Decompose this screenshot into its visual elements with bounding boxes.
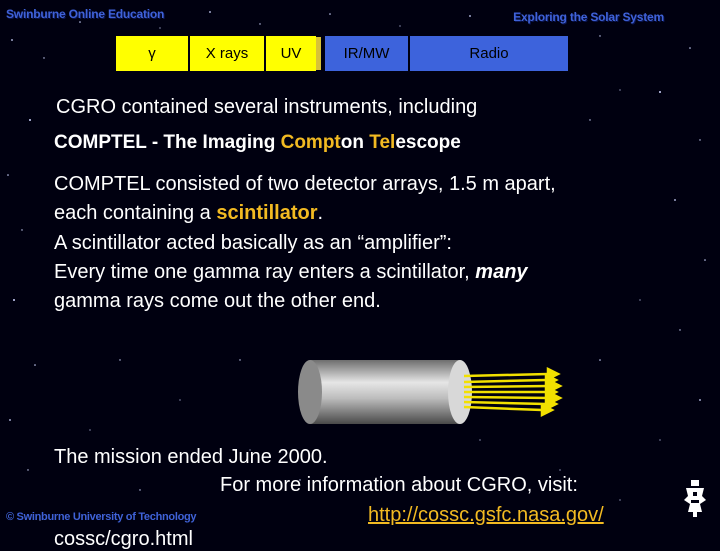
paragraph-line <box>54 202 323 225</box>
heading-part: COMPTEL - The Imaging <box>54 132 281 153</box>
scintillator-illustration <box>296 356 566 428</box>
copyright-text: © Swinburne University of Technology <box>6 511 197 523</box>
spectrum-label: UV <box>280 45 302 62</box>
spectrum-label: Radio <box>469 45 509 62</box>
mission-end-text: The mission ended June 2000. <box>54 446 328 468</box>
brand-title-left: Swinburne Online Education <box>6 7 165 21</box>
university-crest-icon <box>682 478 708 518</box>
comptel-heading <box>54 132 461 154</box>
heading-highlight: Tel <box>369 132 396 153</box>
brand-title-right: Exploring the Solar System <box>513 10 664 24</box>
spectrum-item-irmw[interactable] <box>325 36 408 71</box>
paragraph-line: A scintillator acted basically as an “amplifier”: <box>54 232 452 254</box>
cossc-link[interactable]: http://cossc.gsfc.nasa.gov/ <box>368 504 604 526</box>
paragraph-text: Every time one gamma ray enters a scintillator, <box>54 261 476 283</box>
spectrum-label: X rays <box>205 45 249 62</box>
spectrum-item-uv[interactable] <box>266 36 316 71</box>
more-info-text: For more information about CGRO, visit: <box>220 474 578 496</box>
paragraph-text: each containing a <box>54 202 217 224</box>
spectrum-item-gamma[interactable] <box>116 36 188 71</box>
spectrum-item-radio[interactable] <box>410 36 568 71</box>
many-emphasis: many <box>475 261 528 283</box>
cutoff-text: cossc/cgro.html <box>54 528 193 550</box>
heading-part: on <box>340 132 370 153</box>
spectrum-item-xrays[interactable] <box>190 36 264 71</box>
paragraph-line: gamma rays come out the other end. <box>54 290 381 312</box>
spectrum-label: IR/MW <box>343 45 390 62</box>
heading-part: escope <box>395 132 461 153</box>
scintillator-highlight: scintillator <box>216 202 318 224</box>
paragraph-line: COMPTEL consisted of two detector arrays, 1.5 m apart, <box>54 173 556 195</box>
heading-highlight: Compt <box>280 132 341 153</box>
paragraph-text: . <box>317 202 324 224</box>
intro-text: CGRO contained several instruments, including <box>56 96 478 118</box>
spectrum-label: γ <box>148 45 156 62</box>
paragraph-line <box>54 261 528 284</box>
spectrum-marker <box>316 37 321 70</box>
